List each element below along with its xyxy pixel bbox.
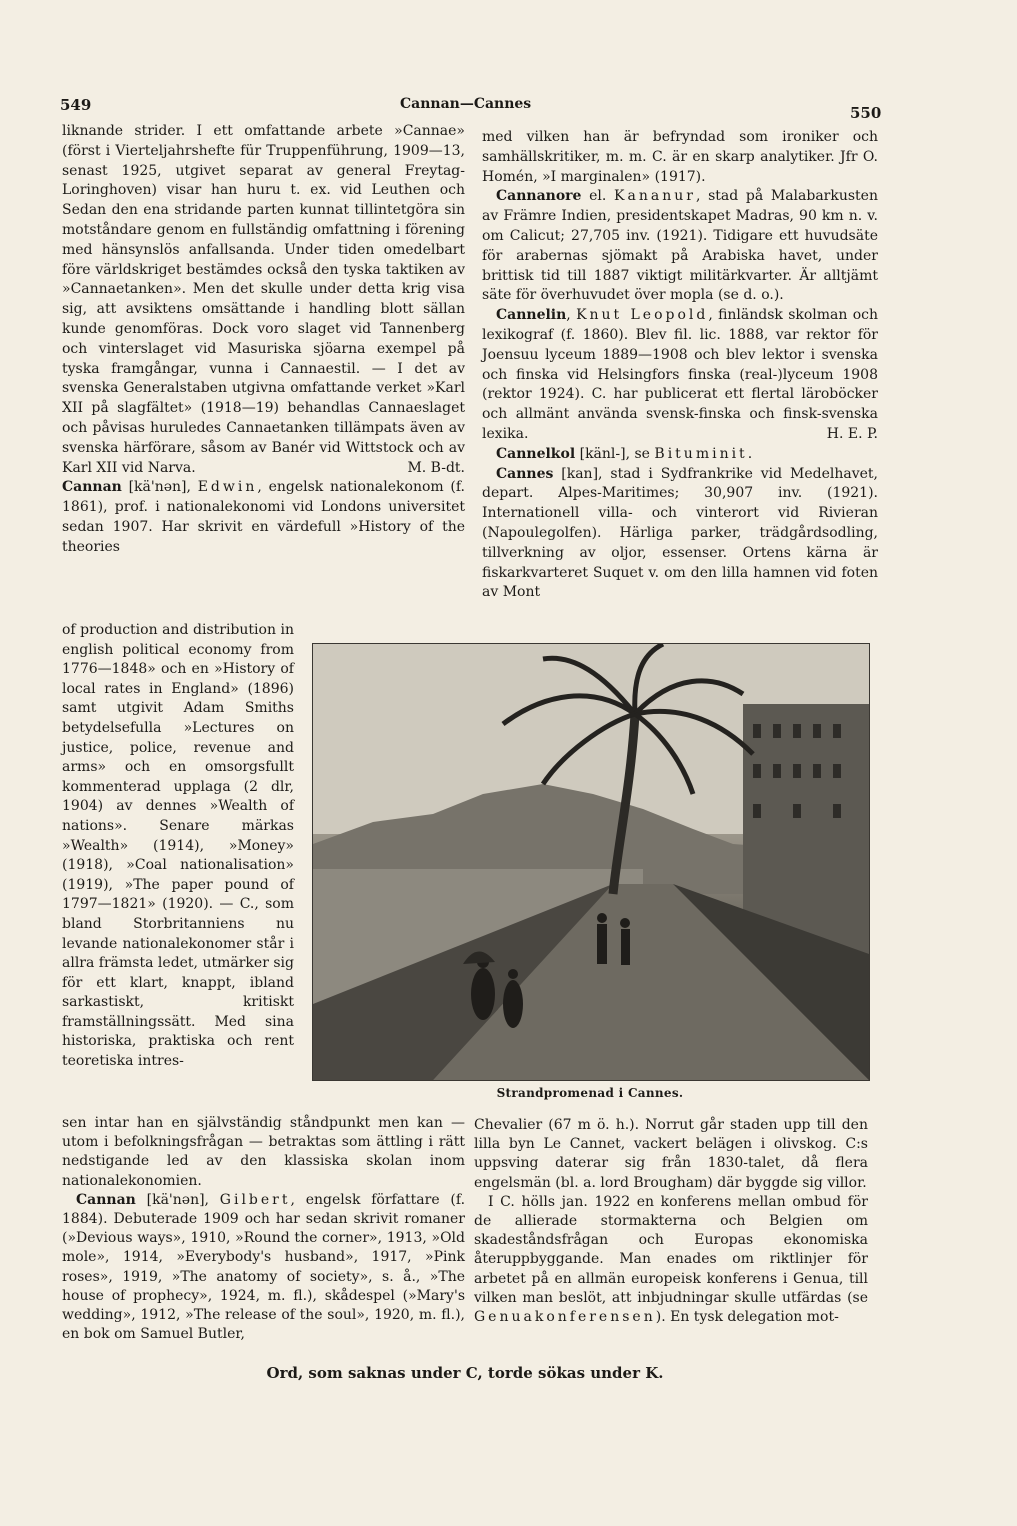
right-column-bottom: Chevalier (67 m ö. h.). Norrut går staden upp till den lilla byn Le Cannet, vackert belägen i olivskog. C:s uppsving daterar sig från 1830-talet, då flera engelsmän (bl. a. lord Brougham) där byggde sig villor. I C. hölls jan. 1922 en konferens mellan ombud för de allierade stormakterna och Belgien om skadeståndsfrågan och Europas ekonomiska återuppbyggande. Man enades om riktlinjer för arbetet på en allmän europeisk konferens i Genua, till vilken man beslöt, att inbjudningar skulle utfärdas (se Genuakonferensen). En tysk delegation mot- (474, 1117, 868, 1326)
entry-headword: Cannes (496, 465, 554, 482)
article-cannan-edwin: Cannan [kä'nən], Edwin, engelsk nationalekonom (f. 1861), prof. i nationalekonomi vid Londons universitet sedan 1907. Har skrivit en värdefull »History of the theories (62, 479, 466, 555)
entry-person-name: Edwin (197, 479, 258, 496)
entry-alt-name: Kananur (614, 188, 696, 205)
cross-reference: Bituminit (654, 445, 748, 462)
page-footer-note: Ord, som saknas under C, torde sökas under K. (266, 1364, 664, 1382)
article-cannanore: Cannanore el. Kananur, stad på Malabarkusten av Främre Indien, presidentskapet Madras, 90 km n. v. om Calicut; 27,705 inv. (1921). Tidigare ett huvudsäte för arabernas sjömakt på Arabiska havet, under brittisk tid till 1887 viktigt militärkvarter. Är alltjämt säte för överhuvudet över mopla (se d. o.). (482, 188, 878, 304)
entry-headword: Cannelkol (496, 445, 576, 462)
article-cannan-gilbert: Cannan [kä'nən], Gilbert, engelsk författare (f. 1884). Debuterade 1909 och har sedan skrivit romaner (»Devious ways», 1910, »Round the corner», 1913, »Old mole», 1914, »Everybody's husband», 1917, »Pink roses», 1919, »The anatomy of society», s. å., »The house of prophecy», 1924, m. fl.), skådespel (»Mary's wedding», 1912, »The release of the soul», 1920, m. fl.), en bok om Samuel Butler, (62, 1191, 466, 1343)
entry-headword: Cannanore (496, 188, 582, 205)
author-signature: M. B-dt. (407, 459, 465, 476)
entry-headword: Cannan (62, 479, 122, 496)
page-number-left: 549 (60, 96, 92, 114)
article-cannes: Cannes [kan], stad i Sydfrankrike vid Medelhavet, depart. Alpes-Maritimes; 30,907 inv. (1921). Internationell villa- och vinterort vid Rivieran (Napoulegolfen). Härliga parker, trädgårdsodling, tillverkning av oljor, essenser. Ortens kärna är fiskarkvarteret Suquet v. om den lilla hamnen vid foten av Mont (482, 465, 878, 601)
photo-strandpromenad (312, 643, 870, 1081)
author-signature: H. E. P. (826, 425, 878, 442)
running-title: Cannan—Cannes (400, 96, 532, 112)
left-column-narrow: of production and distribution in english political economy from 1776—1848» och en »History of local rates in England» (1896) samt utgivit Adam Smiths betydelsefulla »Lectures on justice, police, revenue and arms» och en omsorgsfullt kommenterad upplaga (2 dlr, 1904) av dennes »Wealth of nations». Senare märkas »Wealth» (1914), »Money» (1918), »Coal nationalisation» (1919), »The paper pound of 1797—1821» (1920). — C., som bland Storbritanniens nu levande nationalekonomer står i allra främsta ledet, utmärker sig för ett klart, knappt, ibland sarkastiskt, kritiskt framställningssätt. Med sina historiska, praktiska och rent teoretiska intres- (62, 622, 294, 1070)
figure-caption: Strandpromenad i Cannes. (496, 1086, 684, 1100)
entry-headword: Cannelin (496, 307, 567, 324)
article-cannelkol: Cannelkol [känl-], se Bituminit. (496, 445, 753, 462)
entry-headword: Cannan (76, 1191, 136, 1208)
cross-reference: Genuakonferensen (474, 1309, 656, 1326)
article-cannae-continued: liknande strider. I ett omfattande arbete »Cannae» (först i Vierteljahrshefte für Truppenführung, 1909—13, senast 1925, utgivet separat av general Freytag-Loringhoven) visar han huru t. ex. vid Leuthen och Sedan den ena stridande parten kunnat tillintetgöra sin motståndare genom en fullständig omfattning i förening med hänsynslös anfallsanda. Under tiden omedelbart före världskriget bestämdes också den tyska taktiken av »Cannaetanken». Men det skulle under detta krig visa sig, att avsiktens omsättande i handling blott sällan kunde genomföras. Dock voro slaget vid Tannenberg och vinterslaget vid Masuriska sjöarna exempel på tyska framgångar, vunna i Cannaestil. — I det av svenska Generalstaben utgivna omfattande verket »Karl XII på slagfältet» (1918—19) behandlas Cannaeslaget och påvisas huruledes Cannaetanken tillämpats även av svenska härförare, såsom av Banér vid Wittstock och av Karl XII vid Narva. M. B-dt. (62, 122, 465, 478)
photo-illustration (313, 644, 869, 1080)
page-header (60, 96, 960, 120)
left-column-bottom: sen intar han en självständig ståndpunkt men kan — utom i befolkningsfrågan — betraktas som ättling i rätt nedstigande led av den klassiska skolan inom nationalekonomien. Cannan [kä'nən], Gilbert, engelsk författare (f. 1884). Debuterade 1909 och har sedan skrivit romaner (»Devious ways», 1910, »Round the corner», 1913, »Old mole», 1914, »Everybody's husband», 1917, »Pink roses», 1919, »The anatomy of society», s. å., »The house of prophecy», 1924, m. fl.), skådespel (»Mary's wedding», 1912, »The release of the soul», 1920, m. fl.), en bok om Samuel Butler, (62, 1114, 465, 1344)
entry-person-name: Gilbert (219, 1191, 291, 1208)
article-cannelin: Cannelin, Knut Leopold, finländsk skolman och lexikograf (f. 1860). Blev fil. lic. 1888, var rektor för Joensuu lyceum 1889—1908 och blev lektor i svenska och finska vid Helsingfors finska (real-)lyceum 1908 (rektor 1924). C. har publicerat ett flertal läroböcker och allmänt använda svensk-finska och finsk-svenska lexika. H. E. P. (482, 306, 878, 445)
entry-person-name: Knut Leopold (576, 307, 709, 324)
page-number-right: 550 (850, 104, 882, 122)
left-column-top (62, 122, 465, 558)
right-column-top: med vilken han är befryndad som ironiker och samhällskritiker, m. m. C. är en skarp analytiker. Jfr O. Homén, »I marginalen» (1917). Cannanore el. Kananur, stad på Malabarkusten av Främre Indien, presidentskapet Madras, 90 km n. v. om Calicut; 27,705 inv. (1921). Tidigare ett huvudsäte för arabernas sjömakt på Arabiska havet, under brittisk tid till 1887 viktigt militärkvarter. Är alltjämt säte för överhuvudet över mopla (se d. o.). Cannelin, Knut Leopold, finländsk skolman och lexikograf (f. 1860). Blev fil. lic. 1888, var rektor för Joensuu lyceum 1889—1908 och blev lektor i svenska och finska vid Helsingfors finska (real-)lyceum 1908 (rektor 1924). C. har publicerat ett flertal läroböcker och allmänt använda svensk-finska och finsk-svenska lexika. H. E. P. Cannelkol [känl-], se Bituminit. Cannes [kan], stad i Sydfrankrike vid Medelhavet, depart. Alpes-Maritimes; 30,907 inv. (1921). Internationell villa- och vinterort vid Rivieran (Napoulegolfen). Härliga parker, trädgårdsodling, tillverkning av oljor, essenser. Ortens kärna är fiskarkvarteret Suquet v. om den lilla hamnen vid foten av Mont (482, 128, 878, 603)
